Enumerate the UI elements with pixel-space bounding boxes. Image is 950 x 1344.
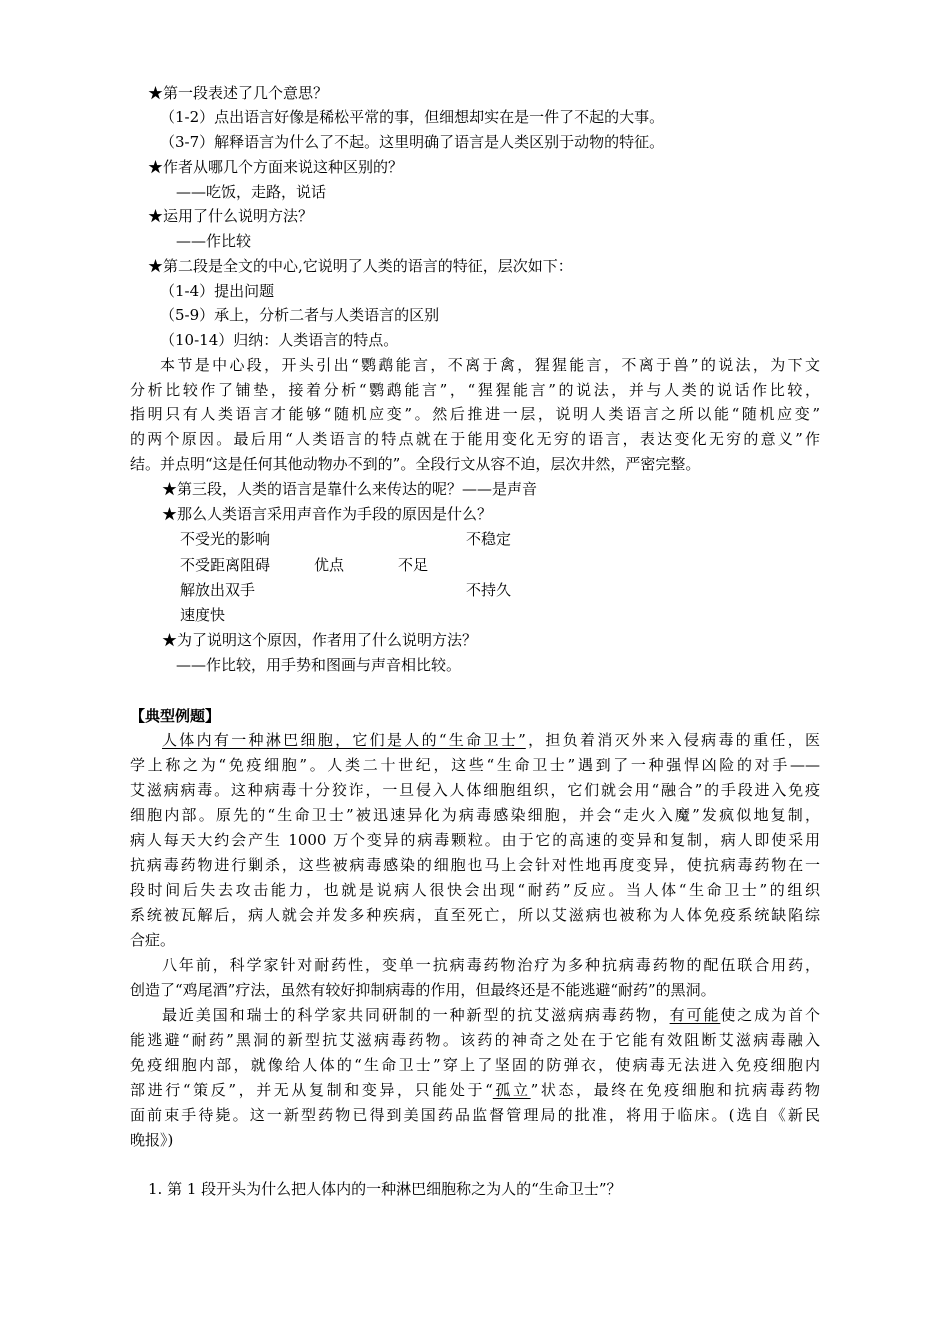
disadvantages-label: 不足 (398, 556, 429, 574)
layer-10-14: （10-14）归纳：人类语言的特点。 (160, 331, 399, 349)
disadvantage-item: 不稳定 (466, 530, 512, 548)
layer-1-4: （1-4）提出问题 (160, 282, 275, 300)
passage-line: 免疫细胞内部，就像给人体的“生命卫士”穿上了坚固的防弹衣，使病毒无法进入免疫细胞内 (130, 1056, 820, 1074)
question-third-paragraph: ★第三段，人类的语言是靠什么来传达的呢？——是声音 (162, 480, 538, 498)
advantage-item: 不受距离阻碍 (180, 556, 271, 574)
passage-line: 最近美国和瑞士的科学家共同研制的一种新型的抗艾滋病病毒药物，有可能使之成为首个 (162, 1006, 820, 1024)
passage-line: 面前束手待毙。这一新型药物已得到美国药品监督管理局的批准，将用于临床。(选自《新民 (130, 1106, 820, 1124)
passage-line: 学上称之为“免疫细胞”。人类二十世纪，这些“生命卫士”遇到了一种强悍凶险的对手—— (130, 756, 820, 774)
question-paragraph-count: ★第一段表述了几个意思？ (148, 84, 329, 102)
question-explain-method: ★为了说明这个原因，作者用了什么说明方法？ (162, 631, 478, 649)
underlined-phrase: 孤立 (492, 1081, 531, 1099)
passage-line: 人体内有一种淋巴细胞，它们是人的“生命卫士”，担负着消灭外来入侵病毒的重任，医 (162, 731, 820, 749)
passage-line: 部进行“策反”，并无从复制和变异，只能处于“孤立”状态，最终在免疫细胞和抗病毒药物 (130, 1081, 820, 1099)
advantages-label: 优点 (314, 556, 345, 574)
advantage-item: 解放出双手 (180, 581, 256, 599)
passage-line: 能逃避“耐药”黑洞的新型抗艾滋病毒药物。该药的神奇之处在于它能有效阻断艾滋病毒融入 (130, 1031, 820, 1049)
passage-line: 病人每天大约会产生 1000 万个变异的病毒颗粒。由于它的高速的变异和复制，病人即使采用 (130, 831, 820, 849)
underlined-phrase: 人体内有一种淋巴细胞，它们是人的“生命卫士” (162, 731, 526, 749)
passage-line: 抗病毒药物进行剿杀，这些被病毒感染的细胞也马上会针对性地再度变异，使抗病毒药物在一 (130, 856, 820, 874)
question-item: 1. 第 1 段开头为什么把人体内的一种淋巴细胞称之为人的“生命卫士”？ (148, 1180, 622, 1198)
advantage-item: 速度快 (180, 606, 226, 624)
summary-line: 结。并点明“这是任何其他动物办不到的”。全段行文从容不迫，层次井然，严密完整。 (130, 455, 701, 473)
passage-line: 艾滋病病毒。这种病毒十分狡诈，一旦侵入人体细胞组织，它们就会用“融合”的手段进入免疫 (130, 781, 820, 799)
passage-line: 细胞内部。原先的“生命卫士”被迅速异化为病毒感染细胞，并会“走火入魔”发疯似地复制， (130, 806, 820, 824)
passage-line: 创造了“鸡尾酒”疗法，虽然有较好抑制病毒的作用，但最终还是不能逃避“耐药”的黑洞。 (130, 981, 716, 999)
summary-line: 分析比较作了铺垫，接着分析“鹦鹉能言”，“猩猩能言”的说法，并与人类的说话作比较， (130, 381, 820, 399)
question-sound-reason: ★那么人类语言采用声音作为手段的原因是什么？ (162, 505, 493, 523)
passage-line: 段时间后失去攻击能力，也就是说病人很快会出现“耐药”反应。当人体“生命卫士”的组织 (130, 881, 820, 899)
answer-aspects: ——吃饭，走路，说话 (176, 183, 327, 201)
advantage-item: 不受光的影响 (180, 530, 271, 548)
summary-line: 本节是中心段，开头引出“鹦鹉能言，不离于禽，猩猩能言，不离于兽”的说法，为下文 (160, 356, 820, 374)
summary-line: 的两个原因。最后用“人类语言的特点就在于能用变化无穷的语言，表达变化无穷的意义”作 (130, 430, 820, 448)
answer-line-3-7: （3-7）解释语言为什么了不起。这里明确了语言是人类区别于动物的特征。 (160, 133, 665, 151)
passage-line: 晚报》) (130, 1131, 174, 1149)
answer-explain-method: ——作比较，用手势和图画与声音相比较。 (176, 656, 462, 674)
layer-5-9: （5-9）承上，分析二者与人类语言的区别 (160, 306, 440, 324)
passage-line: 系统被瓦解后，病人就会并发多种疾病，直至死亡，所以艾滋病也被称为人体免疫系统缺陷综 (130, 906, 820, 924)
passage-line: 合症。 (130, 931, 176, 949)
underlined-phrase: 有可能 (669, 1006, 721, 1024)
question-method: ★运用了什么说明方法？ (148, 207, 314, 225)
disadvantage-item: 不持久 (466, 581, 512, 599)
passage-line: 八年前，科学家针对耐药性，变单一抗病毒药物治疗为多种抗病毒药物的配伍联合用药， (162, 956, 820, 974)
question-aspects: ★作者从哪几个方面来说这种区别的？ (148, 158, 404, 176)
question-second-paragraph: ★第二段是全文的中心,它说明了人类的语言的特征，层次如下： (148, 257, 573, 275)
summary-line: 指明只有人类语言才能够“随机应变”。然后推进一层，说明人类语言之所以能“随机应变” (130, 405, 820, 423)
section-heading: 【典型例题】 (130, 707, 221, 725)
answer-line-1-2: （1-2）点出语言好像是稀松平常的事，但细想却实在是一件了不起的大事。 (160, 108, 665, 126)
answer-method: ——作比较 (176, 232, 252, 250)
